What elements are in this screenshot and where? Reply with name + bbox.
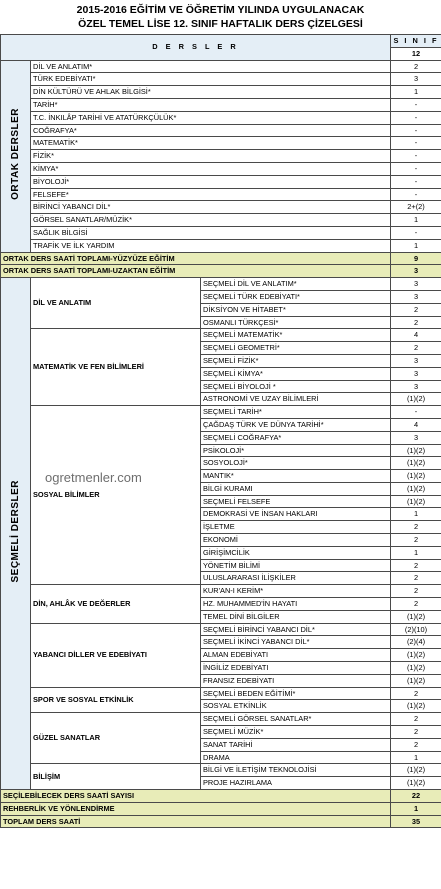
course-hours: 2 — [391, 342, 441, 355]
total-label: TOPLAM DERS SAATİ — [1, 815, 391, 828]
course-name: OSMANLI TÜRKÇESİ* — [201, 316, 391, 329]
course-name: SAĞLIK BİLGİSİ — [31, 226, 391, 239]
course-name: ALMAN EDEBİYATI — [201, 649, 391, 662]
course-name: SEÇMELİ GEOMETRİ* — [201, 342, 391, 355]
course-name: PROJE HAZIRLAMA — [201, 777, 391, 790]
course-hours: (1)(2) — [391, 777, 441, 790]
course-hours: 1 — [391, 86, 441, 99]
course-name: DİL VE ANLATIM* — [31, 60, 391, 73]
course-name: BİYOLOJİ* — [31, 175, 391, 188]
course-name: KİMYA* — [31, 162, 391, 175]
course-name: BİLGİ VE İLETİŞİM TEKNOLOJİSİ — [201, 764, 391, 777]
course-hours: 2 — [391, 713, 441, 726]
course-name: YÖNETİM BİLİMİ — [201, 559, 391, 572]
course-hours: 2 — [391, 687, 441, 700]
course-name: SEÇMELİ İKİNCİ YABANCI DİL* — [201, 636, 391, 649]
subject-area: SPOR VE SOSYAL ETKİNLİK — [31, 687, 201, 713]
course-name: TARİH* — [31, 98, 391, 111]
course-name: ÇAĞDAŞ TÜRK VE DÜNYA TARİHİ* — [201, 418, 391, 431]
subject-area: SOSYAL BİLİMLER — [31, 406, 201, 585]
course-name: MANTIK* — [201, 470, 391, 483]
course-name: KUR'AN-I KERİM* — [201, 585, 391, 598]
course-hours: 3 — [391, 380, 441, 393]
course-hours: 1 — [391, 546, 441, 559]
course-hours: 2 — [391, 303, 441, 316]
course-hours: 2 — [391, 316, 441, 329]
document-title — [0, 0, 441, 34]
table-row — [1, 175, 441, 188]
table-row — [1, 623, 441, 636]
course-name: İNGİLİZ EDEBİYATI — [201, 662, 391, 675]
course-name: SEÇMELİ MÜZİK* — [201, 726, 391, 739]
course-name: PSİKOLOJİ* — [201, 444, 391, 457]
course-name: İŞLETME — [201, 521, 391, 534]
course-name: SEÇMELİ COĞRAFYA* — [201, 431, 391, 444]
course-name: FELSEFE* — [31, 188, 391, 201]
course-name: ASTRONOMİ VE UZAY BİLİMLERİ — [201, 393, 391, 406]
course-name: COĞRAFYA* — [31, 124, 391, 137]
course-name: MATEMATİK* — [31, 137, 391, 150]
table-row — [1, 60, 441, 73]
course-hours: - — [391, 226, 441, 239]
total-value: 3 — [391, 265, 441, 278]
table-row — [1, 73, 441, 86]
course-name: GÖRSEL SANATLAR/MÜZİK* — [31, 214, 391, 227]
total-label: REHBERLİK VE YÖNLENDİRME — [1, 802, 391, 815]
total-value: 9 — [391, 252, 441, 265]
course-hours: (1)(2) — [391, 610, 441, 623]
total-row — [1, 802, 441, 815]
course-hours: 2 — [391, 738, 441, 751]
ortak-dersler-label: ORTAK DERSLER — [9, 108, 21, 201]
course-hours: 2 — [391, 572, 441, 585]
secmeli-dersler-group-label — [1, 278, 31, 790]
course-hours: 3 — [391, 367, 441, 380]
course-name: SEÇMELİ MATEMATİK* — [201, 329, 391, 342]
course-name: ULUSLARARASI İLİŞKİLER — [201, 572, 391, 585]
table-row — [1, 98, 441, 111]
course-name: FRANSIZ EDEBİYATI — [201, 674, 391, 687]
total-row — [1, 265, 441, 278]
table-row — [1, 713, 441, 726]
course-hours: 2 — [391, 60, 441, 73]
subject-area: BİLİŞİM — [31, 764, 201, 790]
course-name: SEÇMELİ BEDEN EĞİTİMİ* — [201, 687, 391, 700]
title-line-1: 2015-2016 EĞİTİM VE ÖĞRETİM YILINDA UYGULANACAK — [76, 4, 365, 16]
course-hours: - — [391, 406, 441, 419]
course-hours: (1)(2) — [391, 649, 441, 662]
course-hours: 2 — [391, 521, 441, 534]
course-name: DİKSİYON VE HİTABET* — [201, 303, 391, 316]
table-row — [1, 585, 441, 598]
subject-area: YABANCI DİLLER VE EDEBİYATI — [31, 623, 201, 687]
course-hours: 3 — [391, 431, 441, 444]
subject-area: GÜZEL SANATLAR — [31, 713, 201, 764]
total-value: 1 — [391, 802, 441, 815]
course-hours: (2)(4) — [391, 636, 441, 649]
course-hours: - — [391, 124, 441, 137]
table-row — [1, 239, 441, 252]
course-name: HZ. MUHAMMED'İN HAYATI — [201, 598, 391, 611]
course-name: BİLGİ KURAMI — [201, 482, 391, 495]
course-name: SEÇMELİ KİMYA* — [201, 367, 391, 380]
table-row — [1, 329, 441, 342]
grade-number: 12 — [391, 47, 441, 60]
total-value: 35 — [391, 815, 441, 828]
course-hours: - — [391, 162, 441, 175]
subject-area: MATEMATİK VE FEN BİLİMLERİ — [31, 329, 201, 406]
table-row — [1, 406, 441, 419]
course-hours: - — [391, 188, 441, 201]
course-name: TEMEL DİNİ BİLGİLER — [201, 610, 391, 623]
course-hours: (1)(2) — [391, 700, 441, 713]
course-name: FİZİK* — [31, 150, 391, 163]
course-hours: 2 — [391, 534, 441, 547]
table-row — [1, 150, 441, 163]
course-hours: (1)(2) — [391, 444, 441, 457]
course-name: SEÇMELİ BİRİNCİ YABANCI DİL* — [201, 623, 391, 636]
course-hours: 4 — [391, 418, 441, 431]
table-row — [1, 162, 441, 175]
course-name: EKONOMİ — [201, 534, 391, 547]
table-row — [1, 214, 441, 227]
course-hours: - — [391, 98, 441, 111]
course-hours: (1)(2) — [391, 662, 441, 675]
course-hours: 1 — [391, 508, 441, 521]
table-row — [1, 124, 441, 137]
course-hours: (1)(2) — [391, 764, 441, 777]
total-row — [1, 252, 441, 265]
course-name: SEÇMELİ TARİH* — [201, 406, 391, 419]
course-hours: (1)(2) — [391, 482, 441, 495]
title-line-2: ÖZEL TEMEL LİSE 12. SINIF HAFTALIK DERS ÇİZELGESİ — [78, 18, 363, 30]
secmeli-dersler-label: SEÇMELİ DERSLER — [9, 480, 21, 583]
course-name: SOSYOLOJİ* — [201, 457, 391, 470]
table-row — [1, 687, 441, 700]
course-name: SEÇMELİ FELSEFE — [201, 495, 391, 508]
course-hours: - — [391, 137, 441, 150]
course-hours: - — [391, 111, 441, 124]
course-hours: 2 — [391, 726, 441, 739]
course-name: SEÇMELİ BİYOLOJİ * — [201, 380, 391, 393]
course-hours: (1)(2) — [391, 495, 441, 508]
table-row — [1, 278, 441, 291]
schedule-table — [0, 34, 441, 828]
table-row — [1, 764, 441, 777]
ortak-dersler-group-label — [1, 60, 31, 252]
course-name: TRAFİK VE İLK YARDIM — [31, 239, 391, 252]
total-label: ORTAK DERS SAATİ TOPLAMI-UZAKTAN EĞİTİM — [1, 265, 391, 278]
course-name: SANAT TARİHİ — [201, 738, 391, 751]
course-name: SEÇMELİ GÖRSEL SANATLAR* — [201, 713, 391, 726]
course-name: SOSYAL ETKİNLİK — [201, 700, 391, 713]
table-row — [1, 226, 441, 239]
course-name: TÜRK EDEBİYATI* — [31, 73, 391, 86]
course-hours: - — [391, 175, 441, 188]
course-hours: (1)(2) — [391, 470, 441, 483]
course-name: GİRİŞİMCİLİK — [201, 546, 391, 559]
course-hours: (1)(2) — [391, 457, 441, 470]
total-row — [1, 790, 441, 803]
total-row — [1, 815, 441, 828]
course-hours: 3 — [391, 73, 441, 86]
dersler-header: D E R S L E R — [1, 35, 391, 61]
watermark-text: ogretmenler.com — [45, 470, 142, 485]
course-name: DEMOKRASİ VE İNSAN HAKLARI — [201, 508, 391, 521]
course-hours: - — [391, 150, 441, 163]
total-value: 22 — [391, 790, 441, 803]
course-name: BİRİNCİ YABANCI DİL* — [31, 201, 391, 214]
course-name: DİN KÜLTÜRÜ VE AHLAK BİLGİSİ* — [31, 86, 391, 99]
total-label: ORTAK DERS SAATİ TOPLAMI-YÜZYÜZE EĞİTİM — [1, 252, 391, 265]
course-hours: (1)(2) — [391, 393, 441, 406]
course-hours: 3 — [391, 278, 441, 291]
course-name: SEÇMELİ FİZİK* — [201, 354, 391, 367]
course-hours: 3 — [391, 354, 441, 367]
sinif-header: S I N I F — [391, 35, 441, 48]
course-hours: 2 — [391, 585, 441, 598]
course-hours: (1)(2) — [391, 674, 441, 687]
course-hours: 1 — [391, 751, 441, 764]
total-label: SEÇİLEBİLECEK DERS SAATİ SAYISI — [1, 790, 391, 803]
table-row — [1, 201, 441, 214]
table-row — [1, 86, 441, 99]
course-hours: 1 — [391, 214, 441, 227]
course-hours: 4 — [391, 329, 441, 342]
subject-area: DİL VE ANLATIM — [31, 278, 201, 329]
course-hours: 2+(2) — [391, 201, 441, 214]
table-row — [1, 137, 441, 150]
course-name: T.C. İNKILÂP TARİHİ VE ATATÜRKÇÜLÜK* — [31, 111, 391, 124]
course-name: DRAMA — [201, 751, 391, 764]
header-row — [1, 35, 441, 48]
course-hours: 2 — [391, 559, 441, 572]
course-hours: 3 — [391, 290, 441, 303]
course-hours: (2)(10) — [391, 623, 441, 636]
table-row — [1, 188, 441, 201]
course-name: SEÇMELİ DİL VE ANLATIM* — [201, 278, 391, 291]
course-name: SEÇMELİ TÜRK EDEBİYATI* — [201, 290, 391, 303]
course-hours: 1 — [391, 239, 441, 252]
table-row — [1, 111, 441, 124]
course-hours: 2 — [391, 598, 441, 611]
subject-area: DİN, AHLÂK VE DEĞERLER — [31, 585, 201, 623]
